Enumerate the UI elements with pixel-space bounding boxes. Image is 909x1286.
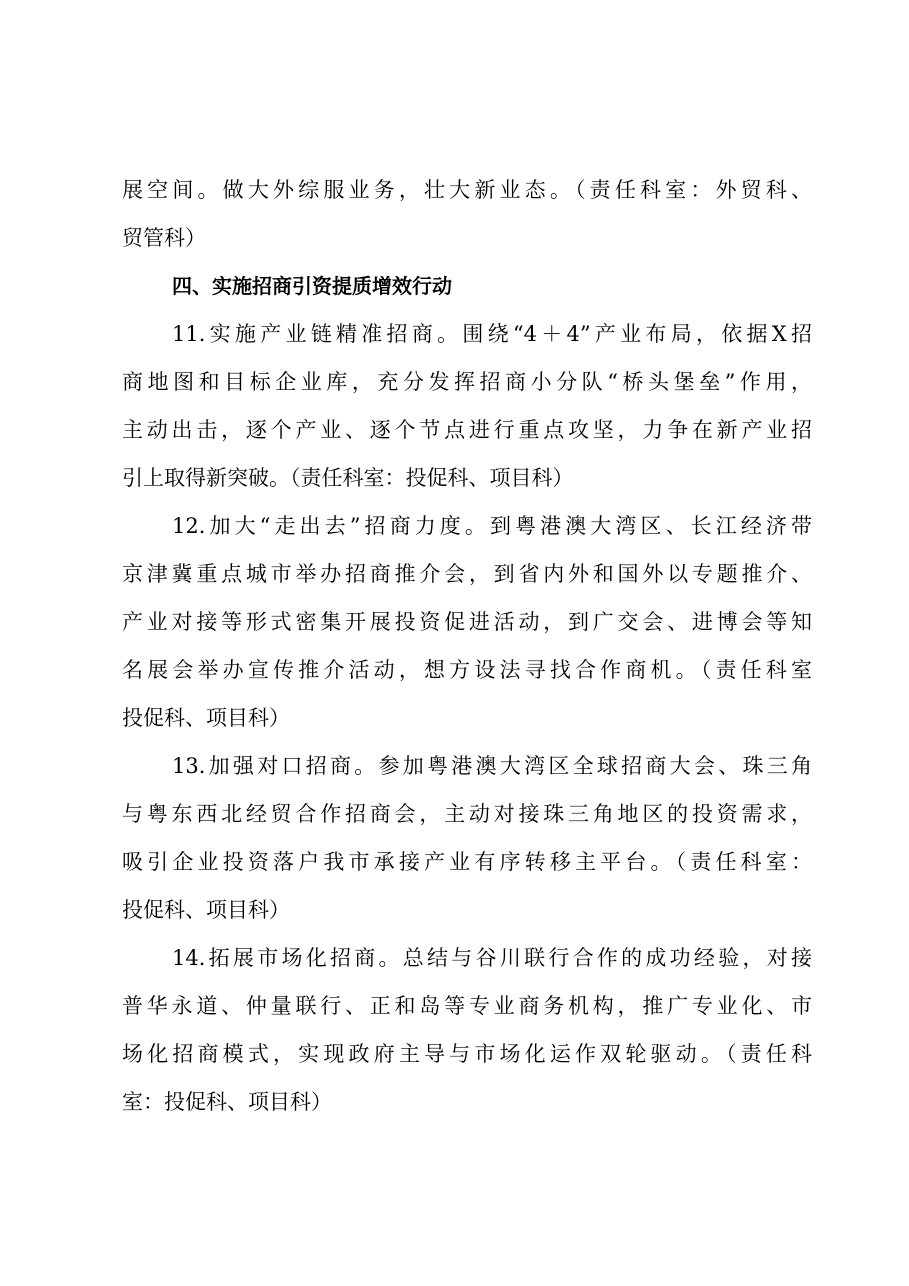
item-13-paragraph <box>122 742 812 934</box>
paragraph-line: 吸引企业投资落户我市承接产业有序转移主平台。（责任科室： <box>122 850 812 874</box>
paragraph-line: 投促科、项目科） <box>122 898 290 922</box>
paragraph-line: 商地图和目标企业库，充分发挥招商小分队“桥头堡垒”作用， <box>122 370 812 394</box>
item-11-paragraph <box>122 310 812 502</box>
item-14-paragraph <box>122 934 812 1126</box>
paragraph-line: 投促科、项目科） <box>122 706 290 730</box>
document-body <box>122 166 812 1126</box>
paragraph-line: 14.拓展市场化招商。总结与谷川联行合作的成功经验，对接 <box>172 946 812 970</box>
paragraph-line: 11.实施产业链精准招商。围绕“4＋4”产业布局，依据X招 <box>172 322 812 346</box>
paragraph-line: 室：投促科、项目科） <box>122 1090 332 1114</box>
paragraph-line: 与粤东西北经贸合作招商会，主动对接珠三角地区的投资需求， <box>122 802 812 826</box>
paragraph-line: 12.加大“走出去”招商力度。到粤港澳大湾区、长江经济带 <box>172 514 812 538</box>
paragraph-line: 贸管科） <box>122 226 206 250</box>
paragraph-line: 展空间。做大外综服业务，壮大新业态。（责任科室：外贸科、 <box>122 178 812 202</box>
paragraph-line: 产业对接等形式密集开展投资促进活动，到广交会、进博会等知 <box>122 610 812 634</box>
paragraph-line: 名展会举办宣传推介活动，想方设法寻找合作商机。（责任科室 <box>122 658 812 682</box>
section-heading: 四、实施招商引资提质增效行动 <box>172 274 452 298</box>
item-12-paragraph <box>122 502 812 742</box>
paragraph-line: 13.加强对口招商。参加粤港澳大湾区全球招商大会、珠三角 <box>172 754 812 778</box>
paragraph-line: 京津冀重点城市举办招商推介会，到省内外和国外以专题推介、 <box>122 562 812 586</box>
paragraph-line: 场化招商模式，实现政府主导与市场化运作双轮驱动。（责任科 <box>122 1042 812 1066</box>
paragraph-line: 引上取得新突破。（责任科室：投促科、项目科） <box>122 466 574 490</box>
continuation-paragraph <box>122 166 812 262</box>
paragraph-line: 主动出击，逐个产业、逐个节点进行重点攻坚，力争在新产业招 <box>122 418 812 442</box>
paragraph-line: 普华永道、仲量联行、正和岛等专业商务机构，推广专业化、市 <box>122 994 812 1018</box>
